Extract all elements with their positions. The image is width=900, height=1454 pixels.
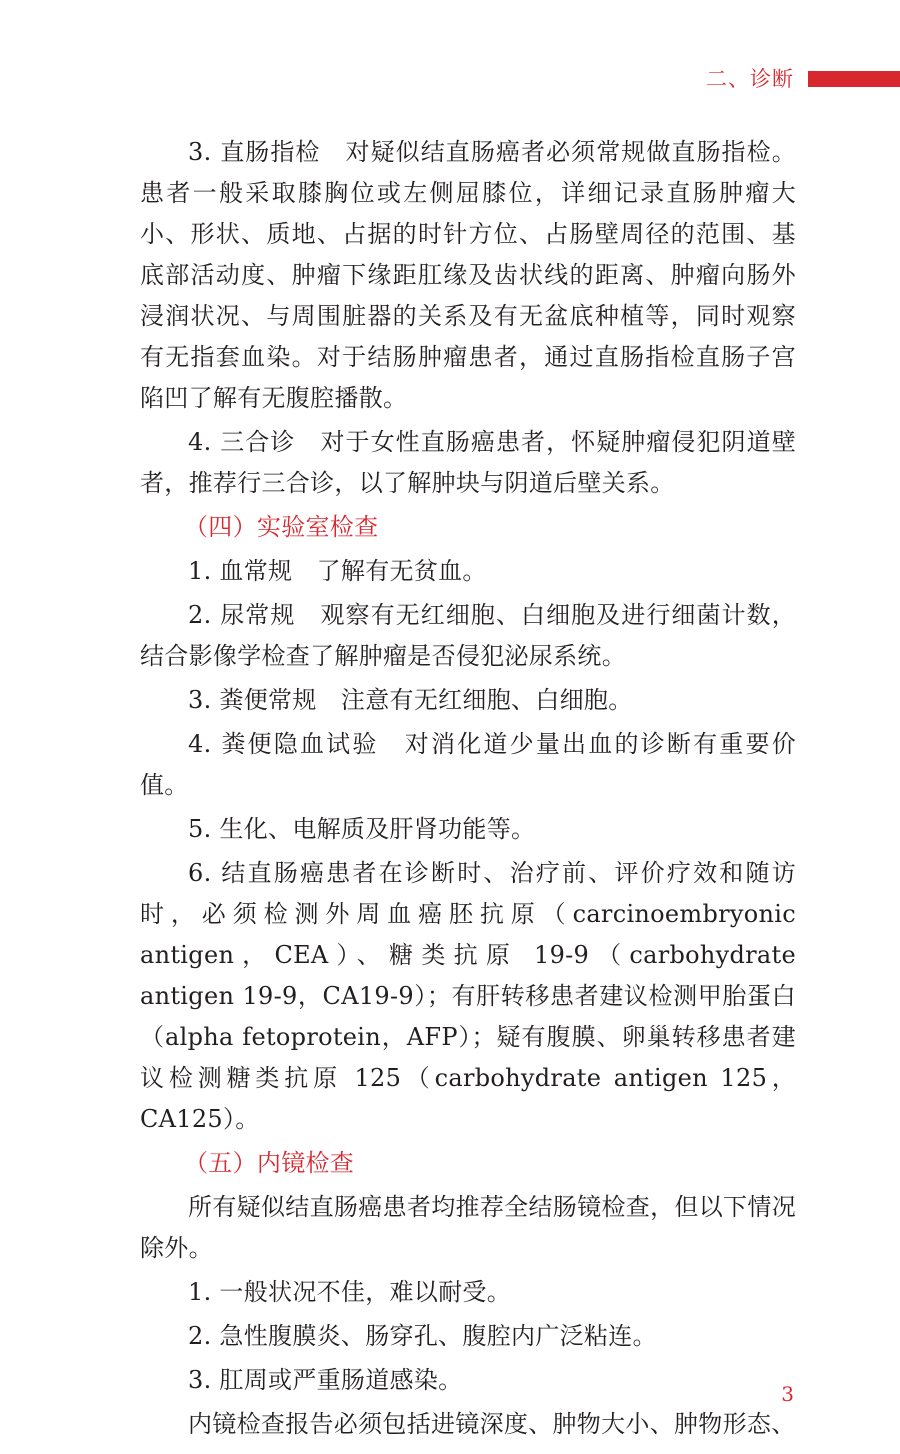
paragraph-biochemistry: 5. 生化、电解质及肝肾功能等。 [188, 815, 536, 843]
header-title: 二、诊断 [706, 67, 794, 91]
paragraph-colonoscopy-intro: 所有疑似结直肠癌患者均推荐全结肠镜检查，但以下情况除外。 [140, 1193, 796, 1262]
page-body [140, 132, 796, 1445]
page-number: 3 [781, 1382, 794, 1406]
paragraph-exclusion-1: 1. 一般状况不佳，难以耐受。 [188, 1278, 512, 1306]
paragraph-endoscopy-report: 内镜检查报告必须包括进镜深度、肿物大小、肿物形态、 [188, 1410, 796, 1438]
paragraph-urine-routine: 2. 尿常规 观察有无红细胞、白细胞及进行细菌计数，结合影像学检查了解肿瘤是否侵犯泌尿系统。 [140, 601, 796, 670]
paragraph-exclusion-3: 3. 肛周或严重肠道感染。 [188, 1366, 463, 1394]
paragraph-occult-blood: 4. 粪便隐血试验 对消化道少量出血的诊断有重要价值。 [140, 730, 796, 799]
header-accent-bar [808, 71, 900, 87]
paragraph-digital-rectal-exam: 3. 直肠指检 对疑似结直肠癌者必须常规做直肠指检。患者一般采取膝胸位或左侧屈膝位，详细记录直肠肿瘤大小、形状、质地、占据的时针方位、占肠壁周径的范围、基底部活动度、肿瘤下缘距肛缘及齿状线的距离、肿瘤向肠外浸润状况、与周围脏器的关系及有无盆底种植等，同时观察有无指套血染。对于结肠肿瘤患者，通过直肠指检直肠子宫陷凹了解有无腹腔播散。 [140, 138, 796, 412]
section-heading-endoscopy: （五）内镜检查 [184, 1149, 355, 1177]
paragraph-blood-routine: 1. 血常规 了解有无贫血。 [188, 557, 487, 585]
paragraph-stool-routine: 3. 粪便常规 注意有无红细胞、白细胞。 [188, 686, 633, 714]
running-header [0, 66, 900, 92]
paragraph-triple-exam: 4. 三合诊 对于女性直肠癌患者，怀疑肿瘤侵犯阴道壁者，推荐行三合诊，以了解肿块与阴道后壁关系。 [140, 428, 796, 497]
paragraph-exclusion-2: 2. 急性腹膜炎、肠穿孔、腹腔内广泛粘连。 [188, 1322, 657, 1350]
paragraph-tumor-markers: 6. 结直肠癌患者在诊断时、治疗前、评价疗效和随访时，必须检测外周血癌胚抗原（carcinoembryonic antigen，CEA）、糖类抗原 19-9（carbohydrate antigen 19-9，CA19-9）；有肝转移患者建议检测甲胎蛋白（alpha fetoprotein，AFP）；疑有腹膜、卵巢转移患者建议检测糖类抗原 125（carbohydrate antigen 125，CA125）。 [140, 859, 796, 1133]
section-heading-lab-tests: （四）实验室检查 [184, 513, 379, 541]
